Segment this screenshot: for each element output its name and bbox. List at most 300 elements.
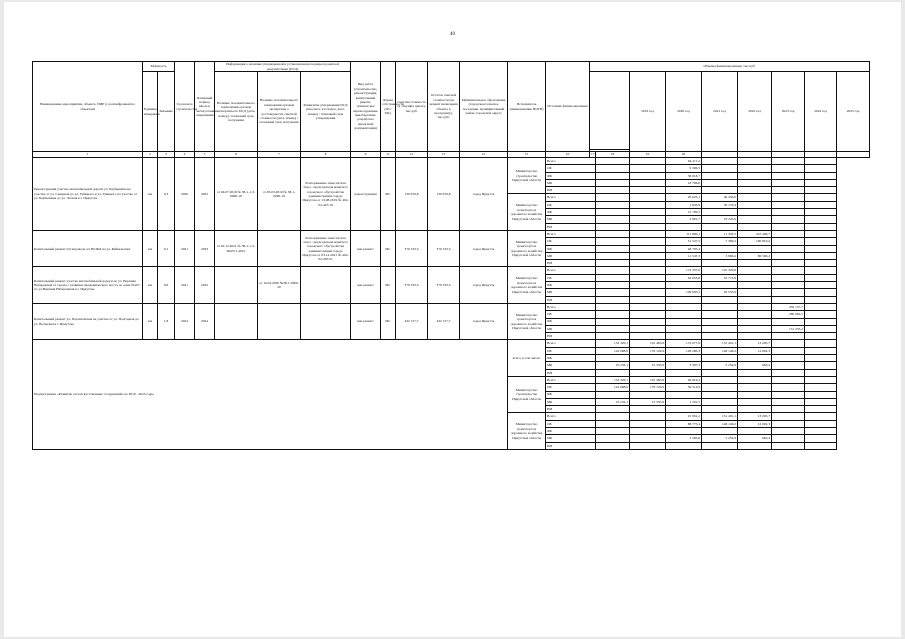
amount-cell [805,194,837,201]
amount-cell [630,296,666,303]
amount-cell [702,442,738,449]
amount-cell: 15 335,9 [630,362,666,369]
header-year: 2020 год [666,72,702,152]
amount-cell [596,165,630,172]
column-number: 6 [215,152,258,158]
amount-cell: 663,4 [738,435,772,442]
amount-cell: 40 616,4 [666,376,702,383]
amount-cell [630,209,666,216]
amount-cell [738,406,772,413]
amount-cell [805,260,837,267]
header-executor: Исполнитель (наименование ИОГВ) [508,62,546,152]
approval-cell: Распоряжение заместителя мэра - председателя комитета городского обустройства администрации города Иркутска от 03.12.2021 № 404-02-295/21 [301,230,351,266]
amount-cell: 432 157,7 [772,303,805,310]
year-end-cell: 2022 [195,267,215,303]
header-year: 2024 год [805,72,837,152]
amount-cell [596,230,630,237]
approval-cell [301,303,351,339]
source-label: ФБ [546,427,596,434]
amount-cell: 280 902,5 [772,311,805,318]
amount-cell [630,391,666,398]
year-start-cell: 2024 [175,303,195,339]
header-unit: Единица измерения [143,72,158,152]
executor-cell: Министерство транспорта и дорожного хозяйства Иркутской области [508,413,546,449]
work-type-cell: кап.ремонт [351,230,381,266]
cost-check-cell: от 10.04.2020 №38-1-0306-20 [258,267,301,303]
unit-cell: км [143,230,158,266]
amount-cell [738,398,772,405]
amount-cell [738,194,772,201]
object-name: Капитальный ремонт ул. Партизанская на участке от ул. Подгорная до ул. Волжская в г. Иркутске [33,303,143,339]
blank-cell [837,152,870,158]
source-label: ФБ [546,282,596,289]
amount-cell [738,267,772,274]
amount-cell [596,267,630,274]
amount-cell [630,311,666,318]
amount-cell [772,427,805,434]
amount-cell [596,187,630,194]
amount-cell: 145 329,8 [702,267,738,274]
amount-cell [596,333,630,340]
object-name: Капитальный ремонт путепровода ч/з ВСЖД на ул. Байкальская [33,230,143,266]
amount-cell: 12 602,3 [738,347,772,354]
year-end-cell: 2024 [195,303,215,339]
municipality-cell: город Иркутск [460,303,508,339]
amount-cell [805,187,837,194]
amount-cell [805,303,837,310]
amount-cell [702,384,738,391]
amount-cell [772,179,805,186]
amount-cell [738,296,772,303]
amount-cell [805,230,837,237]
remaining-cost-cell: 370 533,3 [428,267,460,303]
source-label: ФБ [546,391,596,398]
amount-cell: 91 061,2 [666,413,702,420]
amount-cell [596,194,630,201]
amount-cell [666,406,702,413]
amount-cell: 176 129,9 [630,384,666,391]
header-sources: Источник финансирования [546,62,590,152]
cost-check-cell [258,230,301,266]
amount-cell [630,274,666,281]
amount-cell: 3 966,4 [702,252,738,259]
amount-cell [772,413,805,420]
document-page [4,2,901,637]
amount-cell [630,420,666,427]
amount-cell: 86 590,2 [738,252,772,259]
header-year: 2023 год [772,72,805,152]
source-label: Всего [546,194,596,201]
amount-cell: 176 129,9 [630,347,666,354]
amount-cell: 48 705,4 [666,245,702,252]
amount-cell [630,303,666,310]
source-label: МБ [546,435,596,442]
amount-cell [805,406,837,413]
source-label: МБ [546,252,596,259]
amount-cell [702,391,738,398]
amount-cell [772,296,805,303]
source-label: Всего [546,376,596,383]
amount-cell [702,296,738,303]
source-label: ОБ [546,384,596,391]
amount-cell [630,245,666,252]
amount-cell [596,391,630,398]
source-label: Всего [546,158,596,165]
amount-cell [702,179,738,186]
amount-cell [630,158,666,165]
amount-cell [738,384,772,391]
amount-cell [596,252,630,259]
amount-cell [666,296,702,303]
amount-cell [630,216,666,223]
executor-cell: Министерство транспорта и дорожного хозяйства Иркутской области [508,267,546,303]
column-number: 1 [33,152,143,158]
amount-cell [738,158,772,165]
amount-cell [630,230,666,237]
amount-cell [596,260,630,267]
amount-cell: 142 088,0 [596,384,630,391]
amount-cell: 152 320,1 [596,376,630,383]
amount-cell [630,435,666,442]
amount-cell [805,340,837,347]
column-number: 8 [301,152,351,158]
executor-cell: Министерство транспорта и дорожного хозяйства Иркутской области [508,194,546,230]
amount-cell [702,398,738,405]
source-label: ФБ [546,172,596,179]
source-label: ОБ [546,420,596,427]
amount-cell [805,398,837,405]
amount-cell: 9 396,5 [666,165,702,172]
amount-cell: 109 683,2 [666,289,702,296]
header-municipality: Муниципальное образование (городское/сельское поселение, муниципальный район, городской округ) [460,62,508,152]
executor-cell: Министерство транспорта и дорожного хозяйства Иркутской области [508,230,546,266]
amount-cell [596,289,630,296]
amount-cell [772,355,805,362]
header-work-type: Вид работ (строительство, реконструкция, капитальный ремонт, техническое перевооружение, приобретение, разработка проектной документации) [351,62,381,152]
amount-cell [772,384,805,391]
amount-cell [596,274,630,281]
amount-cell [772,289,805,296]
amount-cell [738,172,772,179]
expertise-cell [215,303,258,339]
source-label: Всего [546,303,596,310]
unit-cell: км [143,303,158,339]
header-psd-info: Информация о наличии утвержденной в установленном порядке проектной документации (ПСД) [215,62,351,72]
object-name: Реконструкция участка автомобильной дороги ул. Карбышева на участке от ул. Северная до ул. Урицкого и ул. Урицкого на участке от ул. Карбышева до ул. Лесная в г. Иркутске [33,158,143,231]
amount-cell [772,165,805,172]
amount-cell [702,187,738,194]
amount-cell [666,187,702,194]
amount-cell [805,325,837,332]
amount-cell [702,282,738,289]
cost-check-cell: от 05.03.2019 № 38-1-0296-19 [258,158,301,231]
source-label: НИ [546,260,596,267]
source-label: ОБ [546,201,596,208]
amount-cell [772,398,805,405]
source-label: МБ [546,216,596,223]
amount-cell [666,325,702,332]
amount-cell [772,252,805,259]
amount-cell [630,355,666,362]
header-capacity: Мощность [143,62,175,72]
estimated-cost-cell: 370 533,3 [396,230,428,266]
source-label: НИ [546,223,596,230]
amount-cell: 46 436,0 [702,194,738,201]
amount-cell [772,406,805,413]
amount-cell [702,165,738,172]
source-label: ФБ [546,355,596,362]
column-number: 16 [546,152,590,158]
amount-cell: 151 401,1 [702,413,738,420]
amount-cell: 36 018,7 [666,172,702,179]
amount-cell [630,282,666,289]
amount-cell [596,435,630,442]
amount-cell [702,427,738,434]
amount-cell [738,311,772,318]
amount-cell [596,172,630,179]
amount-cell [702,318,738,325]
amount-cell [738,318,772,325]
amount-cell [702,311,738,318]
amount-cell [596,209,630,216]
amount-cell [702,303,738,310]
approval-cell: Распоряжение заместителя мэра - председателя комитета городского обустройства администрации города Иркутска от 13.08.2019 № 404-02-447/19 [301,158,351,231]
source-label: Всего [546,340,596,347]
amount-cell [805,245,837,252]
amount-cell [666,282,702,289]
amount-cell: 5 254,9 [702,435,738,442]
amount-cell: 51 547,5 [666,238,702,245]
column-number: 18 [596,152,630,158]
amount-cell [702,260,738,267]
amount-cell [738,216,772,223]
amount-cell: 88 775,4 [666,420,702,427]
estimated-cost-cell: 370 533,3 [396,267,428,303]
amount-cell: 3 387,3 [666,362,702,369]
amount-cell [805,420,837,427]
work-type-cell: реконструкция [351,158,381,231]
amount-cell [805,391,837,398]
header-year-start: Год начала строительства [175,62,195,152]
column-number: 20 [666,152,702,158]
amount-cell: 64 211,2 [666,158,702,165]
amount-cell [630,238,666,245]
amount-cell [738,427,772,434]
amount-cell [805,427,837,434]
page-number: 40 [450,32,455,37]
expertise-cell: от 04.07.2018 № 38-1-1-3-0060-18 [215,158,258,231]
estimated-cost-cell: 130 976,8 [396,158,428,231]
source-label: ОБ [546,347,596,354]
amount-cell [630,442,666,449]
amount-cell [772,282,805,289]
amount-cell [805,274,837,281]
amount-cell [805,223,837,230]
amount-cell [772,347,805,354]
source-label: ФБ [546,209,596,216]
amount-cell [738,187,772,194]
amount-cell [805,318,837,325]
source-label: МБ [546,179,596,186]
amount-cell [596,179,630,186]
amount-cell [805,362,837,369]
amount-cell [630,201,666,208]
amount-cell: 128 290,3 [666,347,702,354]
amount-cell [805,238,837,245]
amount-cell: 15 799,5 [666,209,702,216]
remaining-cost-cell: 130 976,8 [428,158,460,231]
amount-cell [738,274,772,281]
work-type-cell: кап.ремонт [351,303,381,339]
year-start-cell: 2020 [175,158,195,231]
amount-cell: 15 335,9 [630,398,666,405]
amount-cell: 2 285,8 [666,435,702,442]
header-year: 2022 год [738,72,772,152]
municipality-cell: город Иркутск [460,230,508,266]
column-number: 13 [428,152,460,158]
header-estimated-cost: Сметная стоимость (в текущих ценах), тыс.руб. [396,62,428,152]
column-number: 4 [175,152,195,158]
source-label: ФБ [546,318,596,325]
executor-cell: Министерство транспорта и дорожного хозяйства Иркутской области [508,303,546,339]
amount-cell [805,311,837,318]
remaining-cost-cell: 370 533,3 [428,230,460,266]
header-financing: Объемы финансирования, тыс.руб. [590,62,870,72]
header-expertise: Наличие положительного заключения органов экспертизы по ПСД (дата, номер) / плановый срок получения [215,72,258,152]
amount-cell [630,187,666,194]
value-cell: 1,8 [158,303,175,339]
amount-cell [666,311,702,318]
amount-cell: 160 810,4 [738,238,772,245]
amount-cell [772,376,805,383]
source-label: Всего [546,267,596,274]
amount-cell [738,391,772,398]
amount-cell [772,333,805,340]
amount-cell [738,223,772,230]
approval-cell [301,267,351,303]
amount-cell [702,223,738,230]
amount-cell [630,179,666,186]
amount-cell [805,179,837,186]
amount-cell [596,216,630,223]
amount-cell [738,369,772,376]
amount-cell [596,311,630,318]
amount-cell [805,252,837,259]
value-cell: 0,1 [158,230,175,266]
amount-cell [772,442,805,449]
amount-cell [772,194,805,201]
source-label: НИ [546,296,596,303]
amount-cell: 146 146,2 [702,347,738,354]
amount-cell [738,282,772,289]
amount-cell [596,369,630,376]
amount-cell [772,209,805,216]
amount-cell [596,238,630,245]
amount-cell [772,187,805,194]
column-number: 15 [508,152,546,158]
amount-cell [702,333,738,340]
column-number: 9 [351,152,381,158]
source-label: ОБ [546,311,596,318]
source-label: ФБ [546,245,596,252]
amount-cell [738,333,772,340]
amount-cell: 111 800,1 [666,230,702,237]
amount-cell [666,318,702,325]
amount-cell [596,427,630,434]
remaining-cost-cell: 432 157,7 [428,303,460,339]
ownership-cell: МС [381,230,396,266]
source-label: МБ [546,362,596,369]
amount-cell [772,158,805,165]
amount-cell [666,223,702,230]
amount-cell [702,245,738,252]
amount-cell [630,369,666,376]
amount-cell [630,165,666,172]
ownership-cell: МС [381,158,396,231]
amount-cell: 92 555,9 [702,289,738,296]
financing-table [32,61,870,450]
amount-cell: 18 796,0 [666,179,702,186]
amount-cell [772,435,805,442]
column-number: 3 [158,152,175,158]
municipality-cell: город Иркутск [460,158,508,231]
ownership-cell: МС [381,303,396,339]
amount-cell [596,282,630,289]
amount-cell: 172 337,0 [666,267,702,274]
column-number: 7 [258,152,301,158]
amount-cell [630,406,666,413]
amount-cell: 10 232,1 [596,362,630,369]
amount-cell [772,216,805,223]
amount-cell [805,413,837,420]
amount-cell [738,442,772,449]
amount-cell: 1 101,5 [666,398,702,405]
column-number: 17 [591,152,595,157]
amount-cell [630,413,666,420]
amount-cell [596,223,630,230]
amount-cell: 131 677,6 [666,340,702,347]
amount-cell [596,406,630,413]
header-year: 2021 год [702,72,738,152]
column-number: 5 [195,152,215,158]
amount-cell: 247 400,7 [738,230,772,237]
year-start-cell: 2021 [175,230,195,266]
amount-cell [596,303,630,310]
amount-cell [805,267,837,274]
amount-cell [772,420,805,427]
amount-cell [772,245,805,252]
amount-cell: 20 625,1 [666,194,702,201]
source-label: МБ [546,325,596,332]
amount-cell [630,325,666,332]
amount-cell [596,442,630,449]
amount-cell [596,413,630,420]
source-label: Всего [546,230,596,237]
header-year-commission: Плановый период ввода в эксплуатацию/завершения [195,62,215,152]
amount-cell [805,282,837,289]
amount-cell [805,376,837,383]
header-name: Наименование мероприятия, объекта, ПИР (с расшифровкой по объектам) [33,62,143,152]
column-number: 11 [381,152,396,158]
amount-cell [805,201,837,208]
header-approval: Реквизиты утверждения ПСД (вид акта, кто издал, дата, номер) / плановый срок утверждения [301,72,351,152]
amount-cell [666,391,702,398]
amount-cell [772,267,805,274]
amount-cell [772,230,805,237]
column-number: 12 [396,152,428,158]
amount-cell [596,355,630,362]
amount-cell [630,427,666,434]
